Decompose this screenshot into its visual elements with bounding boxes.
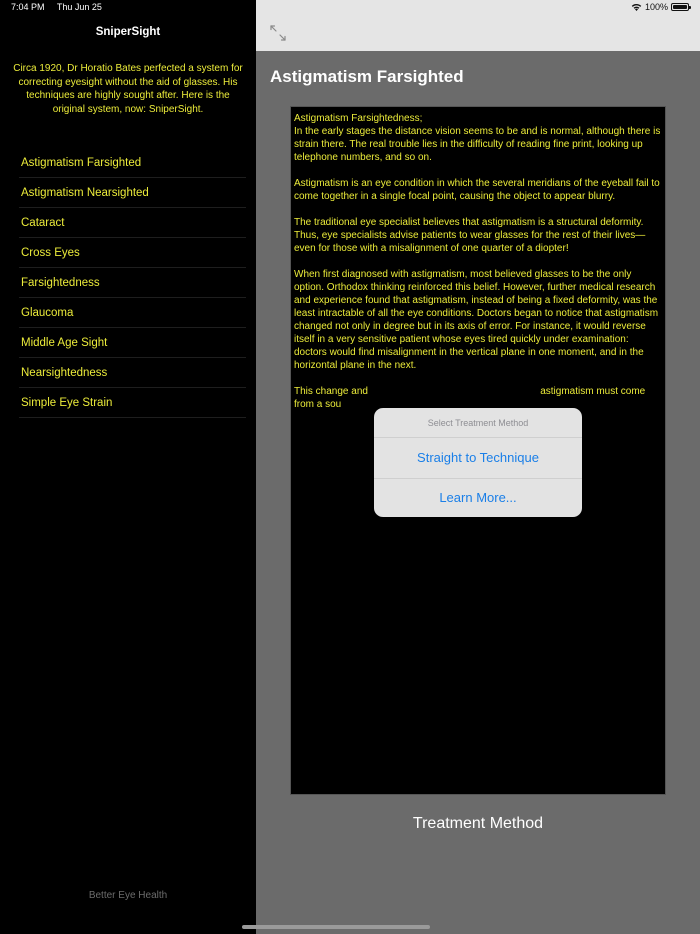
intro-text: Circa 1920, Dr Horatio Bates perfected a system for correcting eyesight without the aid of glasses. His techniques are highly sought after. Here is the original system, now: SniperSight.	[13, 63, 243, 115]
topic-item-nearsightedness[interactable]: Nearsightedness	[0, 358, 256, 388]
expand-arrows-icon[interactable]	[269, 24, 287, 42]
status-bar-right	[631, 2, 689, 12]
topic-item-simple-eye-strain[interactable]: Simple Eye Strain	[0, 388, 256, 418]
detail-navbar	[256, 0, 700, 51]
article-paragraph: This change and astigmatism must come from a sou	[294, 386, 649, 410]
topic-item-astigmatism-farsighted[interactable]: Astigmatism Farsighted	[0, 148, 256, 178]
topic-item-farsightedness[interactable]: Farsightedness	[0, 268, 256, 298]
app-title: SniperSight	[95, 26, 161, 38]
battery-icon	[671, 3, 689, 11]
sidebar	[0, 0, 256, 934]
article-paragraph: When first diagnosed with astigmatism, most believed glasses to be the only option. Orthodox thinking reinforced this belief. However, further medical research and experience found that astigmatism, instead of being a fixed deformity, was the least intractable of all the eye conditions. Doctors began to notice that astigmatism changed not only in degree but in its axis of error. For instance, it would reverse itself in a very sensitive patient whose eyes tired quickly under examination: doctors would find misalignment in the vertical plane in one moment, and in the horizontal plane in the next.	[294, 269, 659, 371]
topic-item-middle-age-sight[interactable]: Middle Age Sight	[0, 328, 256, 358]
footer-label: Better Eye Health	[88, 890, 168, 901]
treatment-method-popover	[374, 408, 582, 517]
battery-percent: 100%	[644, 2, 668, 12]
status-date: Thu Jun 25	[56, 2, 102, 12]
topic-item-cataract[interactable]: Cataract	[0, 208, 256, 238]
wifi-icon	[631, 3, 642, 12]
topic-item-glaucoma[interactable]: Glaucoma	[0, 298, 256, 328]
learn-more-button[interactable]: Learn More...	[374, 478, 582, 518]
article-paragraph: The traditional eye specialist believes that astigmatism is a structural deformity. Thus, eye specialists advise patients to wear glasses for the rest of their lives—even for those with a misalignment of one quarter of a diopter!	[294, 217, 646, 254]
article-paragraph: Astigmatism Farsightedness; In the early stages the distance vision seems to be and is normal, although there is strain there. The real trouble lies in the difficulty of reading fine print, looking up telephone numbers, and so on.	[294, 113, 661, 163]
home-indicator[interactable]	[242, 925, 430, 929]
popover-title: Select Treatment Method	[374, 408, 582, 438]
topic-item-cross-eyes[interactable]: Cross Eyes	[0, 238, 256, 268]
status-bar-left	[11, 2, 112, 12]
treatment-method-label: Treatment Method	[412, 815, 544, 832]
straight-to-technique-button[interactable]: Straight to Technique	[417, 450, 539, 466]
topic-item-astigmatism-nearsighted[interactable]: Astigmatism Nearsighted	[0, 178, 256, 208]
topic-list	[0, 148, 256, 418]
article-paragraph: Astigmatism is an eye condition in which the several meridians of the eyeball fail to come together in a single focal point, causing the object to appear blurry.	[294, 178, 660, 202]
status-time: 7:04 PM	[11, 2, 45, 12]
detail-title: Astigmatism Farsighted	[270, 67, 464, 86]
